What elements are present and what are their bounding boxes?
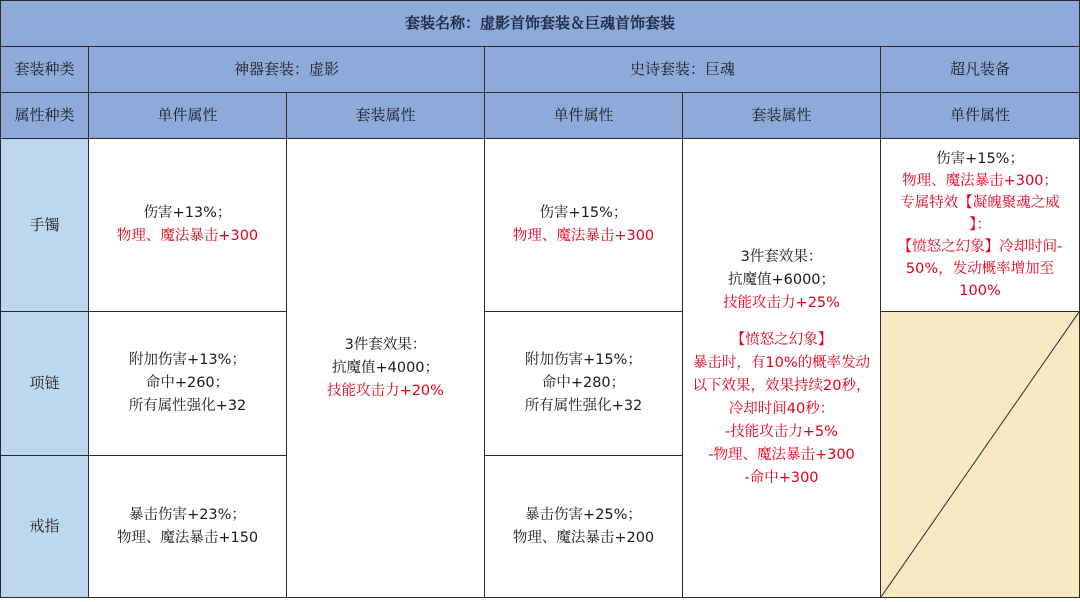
set1-single-attr-header: 单件属性 bbox=[89, 93, 287, 139]
set2-rage-line: 暴击时，有10%的概率发动 bbox=[692, 355, 871, 371]
set1-necklace-line: 所有属性强化+32 bbox=[128, 398, 247, 414]
set2-necklace-cell bbox=[485, 312, 683, 456]
set3-bracelet-line: 物理、魔法暴击+300； bbox=[902, 173, 1058, 189]
set2-rage-line: -物理、魔法暴击+300 bbox=[708, 447, 855, 463]
set1-bracelet-line: 伤害+13%； bbox=[143, 205, 232, 221]
set1-name: 神器套装：虚影 bbox=[89, 47, 485, 93]
set2-name: 史诗套装：巨魂 bbox=[485, 47, 881, 93]
set3-empty-cell bbox=[881, 312, 1080, 598]
set2-effect-line: 抗魔值+6000； bbox=[727, 272, 836, 288]
set1-ring-line: 暴击伤害+23%； bbox=[129, 506, 246, 523]
set3-bracelet-line: 100% bbox=[959, 283, 1001, 299]
set2-bracelet-line: 物理、魔法暴击+300 bbox=[512, 228, 655, 244]
set1-set-attr-header: 套装属性 bbox=[287, 93, 485, 139]
set1-necklace-cell bbox=[89, 312, 287, 456]
set3-name: 超凡装备 bbox=[881, 47, 1080, 93]
set2-bracelet-cell bbox=[485, 139, 683, 312]
set1-ring-line: 物理、魔法暴击+150 bbox=[116, 529, 259, 546]
set3-single-attr-header: 单件属性 bbox=[881, 93, 1080, 139]
row-label-ring: 戒指 bbox=[1, 456, 89, 598]
set2-rage-line: 【愤怒之幻象】 bbox=[730, 332, 833, 348]
set3-bracelet-line: 专属特效【凝魄聚魂之威 bbox=[900, 195, 1060, 211]
set2-rage-line: 以下效果，效果持续20秒， bbox=[692, 378, 871, 394]
set2-rage-line: 冷却时间40秒： bbox=[728, 401, 835, 417]
set2-necklace-line: 命中+280； bbox=[541, 375, 626, 391]
set1-ring-cell bbox=[89, 456, 287, 598]
set2-effect-line: 技能攻击力+25% bbox=[723, 295, 840, 311]
set2-bracelet-line: 伤害+15%； bbox=[539, 205, 628, 221]
set3-bracelet-line: 50%，发动概率增加至 bbox=[905, 261, 1055, 277]
set3-bracelet-cell bbox=[881, 139, 1080, 312]
set2-ring-line: 物理、魔法暴击+200 bbox=[512, 529, 655, 546]
row-label-bracelet: 手镯 bbox=[1, 139, 89, 312]
set2-effect-line: 3件套效果： bbox=[740, 249, 823, 265]
set1-bracelet-line: 物理、魔法暴击+300 bbox=[116, 228, 259, 244]
set2-set-attr-header: 套装属性 bbox=[683, 93, 881, 139]
set-type-label: 套装种类 bbox=[1, 47, 89, 93]
row-label-necklace: 项链 bbox=[1, 312, 89, 456]
set2-rage-line: -技能攻击力+5% bbox=[725, 424, 838, 440]
set2-ring-line: 暴击伤害+25%； bbox=[525, 506, 642, 523]
set2-single-attr-header: 单件属性 bbox=[485, 93, 683, 139]
set2-rage-line: -命中+300 bbox=[744, 470, 819, 486]
set2-necklace-line: 附加伤害+15%； bbox=[525, 352, 642, 368]
set1-effect-line: 抗魔值+4000； bbox=[331, 359, 440, 376]
attr-type-label: 属性种类 bbox=[1, 93, 89, 139]
set3-bracelet-line: 【愤怒之幻象】冷却时间- bbox=[897, 239, 1063, 255]
table-title: 套装名称：虚影首饰套装＆巨魂首饰套装 bbox=[1, 1, 1080, 47]
set2-set-effect-cell bbox=[683, 139, 881, 598]
set1-bracelet-cell bbox=[89, 139, 287, 312]
set1-necklace-line: 命中+260； bbox=[145, 375, 230, 391]
set1-necklace-line: 附加伤害+13%； bbox=[129, 352, 246, 368]
diagonal-line bbox=[881, 312, 1079, 597]
set3-bracelet-line: 伤害+15%； bbox=[936, 151, 1024, 167]
set1-effect-line: 3件套效果： bbox=[344, 336, 427, 353]
set3-bracelet-line: 】： bbox=[969, 217, 991, 233]
set1-effect-line: 技能攻击力+20% bbox=[327, 382, 444, 399]
set2-ring-cell bbox=[485, 456, 683, 598]
set2-necklace-line: 所有属性强化+32 bbox=[524, 398, 643, 414]
set1-set-effect-cell bbox=[287, 139, 485, 598]
